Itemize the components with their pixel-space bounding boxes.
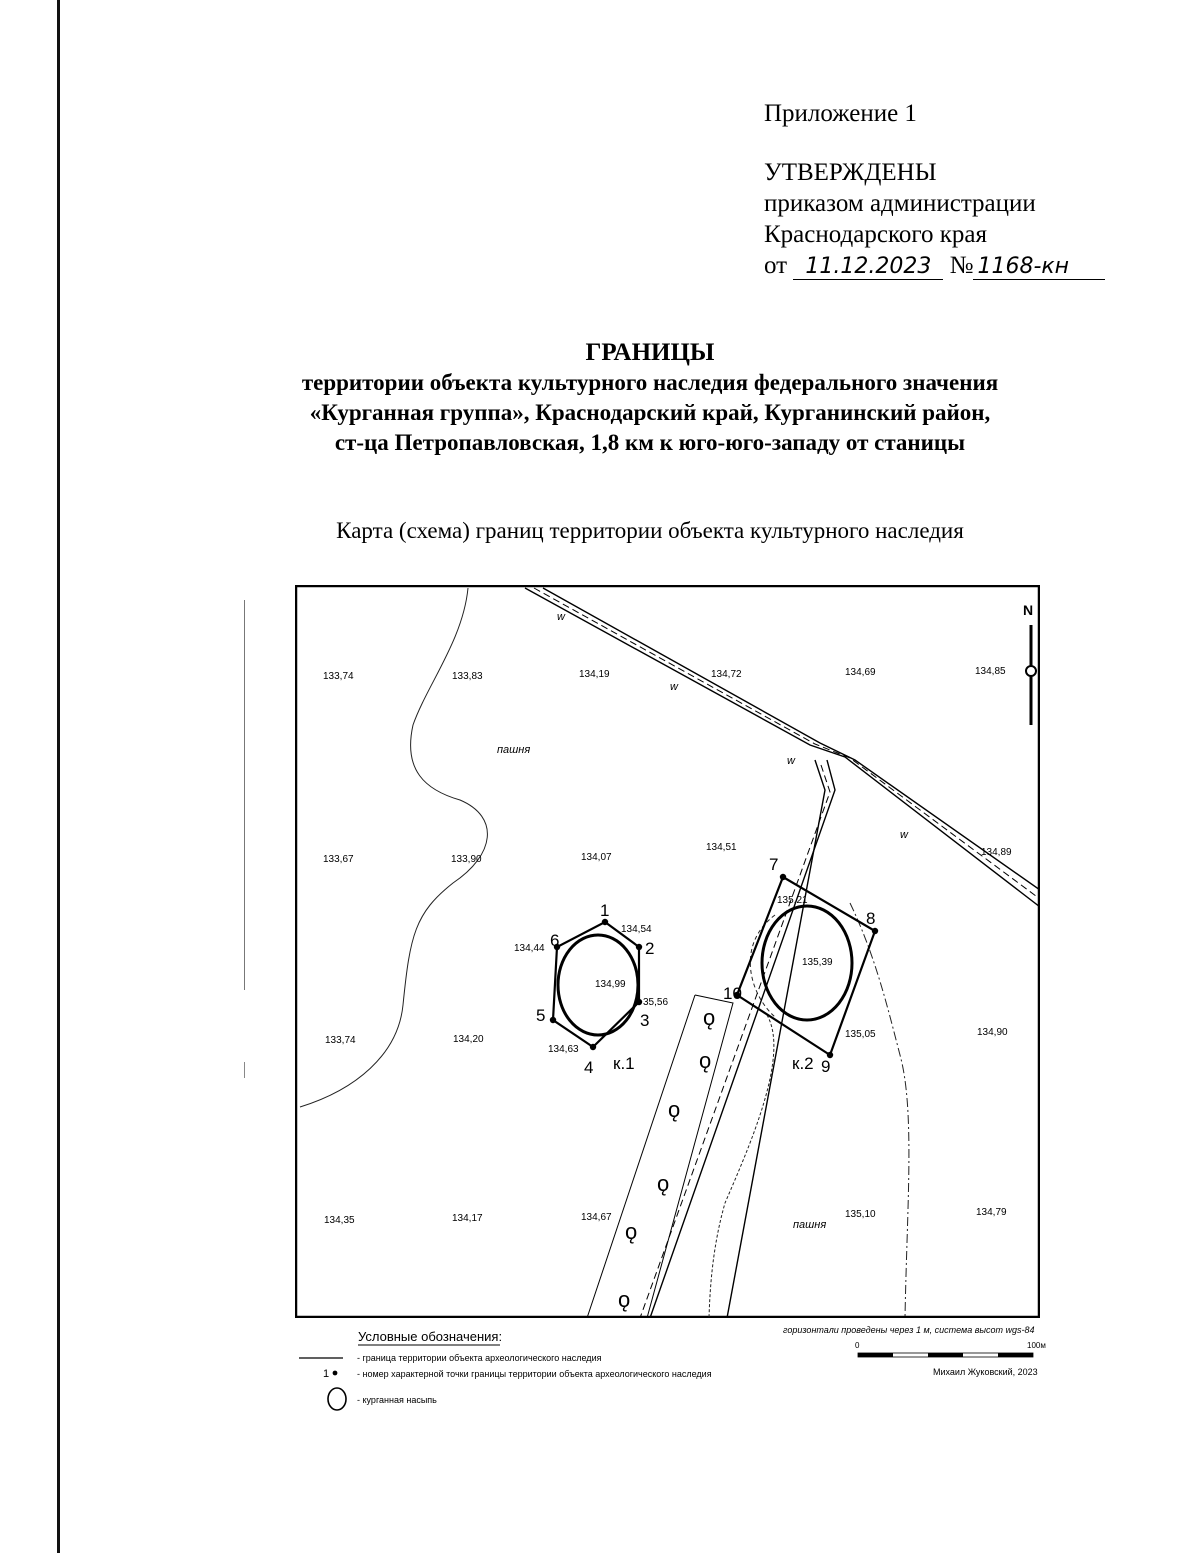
legend-title: Условные обозначения:	[358, 1329, 503, 1344]
svg-text:2: 2	[645, 939, 655, 958]
svg-text:3: 3	[640, 1011, 650, 1030]
svg-text:134,20: 134,20	[453, 1034, 484, 1045]
legend-item-boundary: - граница территории объекта археологического наследия	[357, 1353, 602, 1363]
svg-text:1: 1	[600, 901, 610, 920]
svg-text:4: 4	[584, 1058, 594, 1077]
boundary-map	[295, 585, 1040, 1318]
svg-text:134,90: 134,90	[977, 1027, 1008, 1038]
svg-text:35,56: 35,56	[643, 997, 669, 1008]
approved-label: УТВЕРЖДЕНЫ	[764, 159, 937, 186]
svg-text:134,07: 134,07	[581, 852, 612, 863]
svg-text:134,72: 134,72	[711, 669, 742, 680]
scale-bar	[858, 1353, 1033, 1357]
svg-text:6: 6	[550, 931, 560, 950]
scan-margin-line	[244, 600, 245, 990]
svg-text:ǫ: ǫ	[618, 1287, 631, 1312]
svg-text:133,90: 133,90	[451, 854, 482, 865]
powerline-marker: w	[670, 681, 678, 693]
svg-text:133,83: 133,83	[452, 671, 483, 682]
svg-text:7: 7	[769, 855, 779, 874]
svg-text:ǫ: ǫ	[699, 1048, 712, 1073]
svg-text:10: 10	[723, 984, 742, 1003]
scale-start-label: 0	[855, 1341, 860, 1350]
order-date-line	[764, 250, 1105, 281]
powerline-marker: w	[900, 829, 908, 841]
svg-text:133,74: 133,74	[325, 1035, 356, 1046]
svg-text:134,19: 134,19	[579, 669, 610, 680]
number-prefix: №	[949, 252, 974, 279]
approval-block	[764, 98, 1105, 281]
point-symbol	[333, 1371, 338, 1376]
svg-text:134,44: 134,44	[514, 943, 545, 954]
by-order-label: приказом администрации	[764, 190, 1036, 217]
field-label: пашня	[793, 1219, 827, 1231]
map-subtitle: Карта (схема) границ территории объекта культурного наследия	[336, 518, 964, 543]
contour-note: горизонтали проведены через 1 м, система высот wgs-84	[783, 1325, 1035, 1335]
svg-text:134,67: 134,67	[581, 1212, 612, 1223]
svg-text:ǫ: ǫ	[703, 1005, 716, 1030]
svg-text:133,67: 133,67	[323, 854, 354, 865]
svg-text:8: 8	[866, 909, 876, 928]
title-heading: ГРАНИЦЫ	[585, 339, 715, 366]
point-symbol-label: 1	[323, 1368, 330, 1380]
author-label: Михаил Жуковский, 2023	[933, 1367, 1038, 1377]
date-prefix: от	[764, 252, 788, 279]
svg-text:134,54: 134,54	[621, 924, 652, 935]
svg-text:134,51: 134,51	[706, 842, 737, 853]
powerline-marker: w	[557, 611, 565, 623]
field-label: пашня	[497, 744, 531, 756]
legend-item-point: - номер характерной точки границы территории объекта археологического наследия	[357, 1369, 712, 1379]
scan-margin-mark	[244, 1062, 245, 1078]
powerline-marker: w	[787, 755, 795, 767]
svg-text:134,63: 134,63	[548, 1044, 579, 1055]
svg-text:ǫ: ǫ	[625, 1219, 638, 1244]
svg-text:ǫ: ǫ	[668, 1097, 681, 1122]
title-line-2: «Курганная группа», Краснодарский край, Курганинский район,	[309, 400, 991, 425]
svg-text:133,74: 133,74	[323, 671, 354, 682]
svg-text:134,79: 134,79	[976, 1207, 1007, 1218]
mound-label: к.1	[613, 1054, 635, 1073]
svg-text:135,10: 135,10	[845, 1209, 876, 1220]
region-label: Краснодарского края	[764, 221, 987, 248]
mound-label: к.2	[792, 1054, 814, 1073]
order-date: 11.12.2023	[793, 255, 943, 280]
svg-text:134,85: 134,85	[975, 666, 1006, 677]
page-edge-line	[57, 0, 60, 1553]
svg-text:135,05: 135,05	[845, 1029, 876, 1040]
svg-text:9: 9	[821, 1057, 831, 1076]
svg-text:5: 5	[536, 1006, 546, 1025]
svg-text:134,35: 134,35	[324, 1215, 355, 1226]
svg-text:134,17: 134,17	[452, 1213, 483, 1224]
scale-end-label: 100м	[1027, 1341, 1046, 1350]
title-line-1: территории объекта культурного наследия федерального значения	[301, 370, 999, 395]
map-frame	[296, 586, 1039, 1317]
svg-text:135,39: 135,39	[802, 957, 833, 968]
appendix-label: Приложение 1	[764, 100, 917, 127]
title-line-3: ст-ца Петропавловская, 1,8 км к юго-юго-западу от станицы	[334, 430, 966, 455]
order-number: 1168-кн	[973, 255, 1105, 280]
mound-symbol	[328, 1388, 346, 1410]
svg-text:135,21: 135,21	[777, 895, 808, 906]
document-title	[200, 338, 1100, 458]
north-label: N	[1023, 602, 1034, 618]
legend-item-mound: - курганная насыпь	[357, 1395, 437, 1405]
svg-text:134,69: 134,69	[845, 667, 876, 678]
svg-text:134,99: 134,99	[595, 979, 626, 990]
svg-text:134,89: 134,89	[981, 847, 1012, 858]
map-legend	[295, 1325, 1055, 1425]
svg-text:ǫ: ǫ	[657, 1171, 670, 1196]
